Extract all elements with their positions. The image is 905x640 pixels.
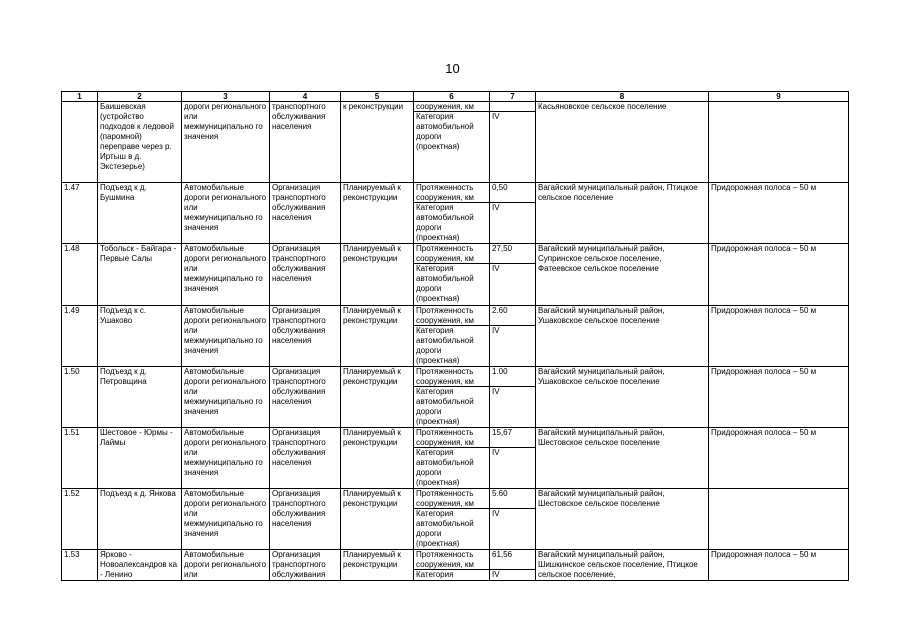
- object-purpose: Организация транспортного обслуживания населения: [270, 367, 341, 428]
- characteristic-value-upper: 5.60: [490, 489, 535, 509]
- table-row: [62, 102, 849, 183]
- table-row: [62, 183, 849, 244]
- object-zone: Придорожная полоса – 50 м: [709, 183, 849, 244]
- object-location: Касьяновское сельское поселение: [536, 102, 709, 183]
- object-type: дороги регионального или межмуниципально го значения: [182, 102, 270, 183]
- characteristic-value-lower: IV: [492, 112, 500, 121]
- characteristic-name: [414, 428, 490, 489]
- object-zone: Придорожная полоса – 50 м: [709, 550, 849, 581]
- object-status: Планируемый к реконструкции: [341, 550, 414, 581]
- object-status: Планируемый к реконструкции: [341, 244, 414, 306]
- column-header: 2: [98, 92, 182, 102]
- characteristic-value: [490, 183, 536, 244]
- characteristic-name-upper: сооружения, км: [414, 102, 489, 112]
- table-body: [62, 102, 849, 581]
- table-row: [62, 489, 849, 550]
- column-header: 8: [536, 92, 709, 102]
- object-type: Автомобильные дороги регионального или межмуниципально го значения: [182, 428, 270, 489]
- characteristic-name-lower: Категория автомобильной дороги (проектная): [416, 387, 474, 426]
- object-zone: [709, 489, 849, 550]
- row-number: 1.50: [62, 367, 98, 428]
- characteristic-value-upper: 0,50: [490, 183, 535, 203]
- object-zone: Придорожная полоса – 50 м: [709, 244, 849, 306]
- characteristic-name-lower: Категория автомобильной дороги (проектная): [416, 448, 474, 487]
- object-status: Планируемый к реконструкции: [341, 183, 414, 244]
- characteristic-value: [490, 102, 536, 183]
- characteristic-name: [414, 244, 490, 306]
- characteristic-value-lower: IV: [492, 448, 500, 457]
- row-number: 1.53: [62, 550, 98, 581]
- characteristic-value-lower: IV: [492, 387, 500, 396]
- object-purpose: Организация транспортного обслуживания: [270, 550, 341, 581]
- characteristic-value-upper: 2.60: [490, 306, 535, 326]
- column-header: 3: [182, 92, 270, 102]
- page-number: 10: [445, 61, 460, 76]
- characteristic-value-upper: 1.00: [490, 367, 535, 387]
- row-number: [62, 102, 98, 183]
- characteristic-name: [414, 367, 490, 428]
- row-number: 1.48: [62, 244, 98, 306]
- characteristic-name: [414, 550, 490, 581]
- object-type: Автомобильные дороги регионального или межмуниципально го значения: [182, 183, 270, 244]
- row-number: 1.51: [62, 428, 98, 489]
- header-row: [62, 92, 849, 102]
- object-zone: Придорожная полоса – 50 м: [709, 306, 849, 367]
- object-location: Вагайский муниципальный район, Птицкое сельское поселение: [536, 183, 709, 244]
- table-row: [62, 550, 849, 581]
- object-purpose: Организация транспортного обслуживания населения: [270, 428, 341, 489]
- characteristic-name: [414, 489, 490, 550]
- characteristic-name-upper: Протяженность сооружения, км: [414, 244, 489, 264]
- characteristic-value: [490, 489, 536, 550]
- column-header: 5: [341, 92, 414, 102]
- characteristic-name-lower: Категория автомобильной дороги (проектная): [416, 203, 474, 242]
- object-status: к реконструкции: [341, 102, 414, 183]
- object-name: Подъезд к д. Бушмина: [98, 183, 182, 244]
- characteristic-value-lower: IV: [492, 509, 500, 518]
- characteristic-value: [490, 550, 536, 581]
- object-type: Автомобильные дороги регионального или: [182, 550, 270, 581]
- object-name: Тобольск - Байгара - Первые Салы: [98, 244, 182, 306]
- characteristic-name: [414, 183, 490, 244]
- column-header: 7: [490, 92, 536, 102]
- characteristic-value: [490, 306, 536, 367]
- characteristic-value-upper: 15,67: [490, 428, 535, 448]
- object-name: Подъезд к д. Петровщина: [98, 367, 182, 428]
- characteristic-name-upper: Протяженность сооружения, км: [414, 550, 489, 570]
- object-type: Автомобильные дороги регионального или межмуниципально го значения: [182, 244, 270, 306]
- object-status: Планируемый к реконструкции: [341, 367, 414, 428]
- characteristic-name-upper: Протяженность сооружения, км: [414, 489, 489, 509]
- row-number: 1.52: [62, 489, 98, 550]
- characteristic-name: [414, 306, 490, 367]
- column-header: 9: [709, 92, 849, 102]
- characteristic-value-upper: [490, 102, 535, 112]
- characteristic-name-upper: Протяженность сооружения, км: [414, 306, 489, 326]
- column-header: 1: [62, 92, 98, 102]
- characteristic-value-upper: 61,56: [490, 550, 535, 570]
- characteristic-value-lower: IV: [492, 326, 500, 335]
- characteristic-value-lower: IV: [492, 203, 500, 212]
- characteristic-name-upper: Протяженность сооружения, км: [414, 183, 489, 203]
- column-header: 4: [270, 92, 341, 102]
- object-zone: Придорожная полоса – 50 м: [709, 367, 849, 428]
- table-row: [62, 367, 849, 428]
- table-row: [62, 428, 849, 489]
- object-zone: [709, 102, 849, 183]
- object-zone: Придорожная полоса – 50 м: [709, 428, 849, 489]
- object-name: Подъезд к д. Янкова: [98, 489, 182, 550]
- object-purpose: Организация транспортного обслуживания населения: [270, 183, 341, 244]
- characteristic-name-lower: Категория автомобильной дороги (проектная): [416, 112, 474, 151]
- row-number: 1.49: [62, 306, 98, 367]
- object-type: Автомобильные дороги регионального или межмуниципально го значения: [182, 489, 270, 550]
- object-purpose: транспортного обслуживания населения: [270, 102, 341, 183]
- object-name: Ярково - Новоалександров ка - Ленино: [98, 550, 182, 581]
- object-type: Автомобильные дороги регионального или межмуниципально го значения: [182, 306, 270, 367]
- object-name: Шестовое - Юрмы - Лаймы: [98, 428, 182, 489]
- characteristic-value: [490, 428, 536, 489]
- column-header: 6: [414, 92, 490, 102]
- object-location: Вагайский муниципальный район, Ушаковское сельское поселение: [536, 306, 709, 367]
- characteristic-value: [490, 367, 536, 428]
- characteristic-name-lower: Категория автомобильной дороги (проектная): [416, 264, 474, 303]
- characteristic-name-upper: Протяженность сооружения, км: [414, 367, 489, 387]
- object-status: Планируемый к реконструкции: [341, 306, 414, 367]
- object-purpose: Организация транспортного обслуживания населения: [270, 489, 341, 550]
- object-location: Вагайский муниципальный район, Супринское сельское поселение, Фатеевское сельское поселение: [536, 244, 709, 306]
- object-type: Автомобильные дороги регионального или межмуниципально го значения: [182, 367, 270, 428]
- characteristic-value: [490, 244, 536, 306]
- characteristic-name-lower: Категория: [416, 570, 454, 579]
- object-location: Вагайский муниципальный район, Шишкинское сельское поселение, Птицкое сельское поселение,: [536, 550, 709, 581]
- characteristic-value-lower: IV: [492, 570, 500, 579]
- object-name: Подъезд к с. Ушаково: [98, 306, 182, 367]
- object-location: Вагайский муниципальный район, Ушаковское сельское поселение: [536, 367, 709, 428]
- characteristic-name-lower: Категория автомобильной дороги (проектная): [416, 509, 474, 548]
- table-row: [62, 306, 849, 367]
- register-table: [61, 91, 849, 581]
- characteristic-value-upper: 27,50: [490, 244, 535, 264]
- characteristic-name: [414, 102, 490, 183]
- object-location: Вагайский муниципальный район, Шестовское сельское поселение: [536, 489, 709, 550]
- characteristic-name-lower: Категория автомобильной дороги (проектная): [416, 326, 474, 365]
- object-status: Планируемый к реконструкции: [341, 489, 414, 550]
- row-number: 1.47: [62, 183, 98, 244]
- table-row: [62, 244, 849, 306]
- characteristic-value-lower: IV: [492, 264, 500, 273]
- object-purpose: Организация транспортного обслуживания населения: [270, 306, 341, 367]
- characteristic-name-upper: Протяженность сооружения, км: [414, 428, 489, 448]
- object-name: Баишевская (устройство подходов к ледовой (паромной) переправе через р. Иртыш в д. Экстезерье): [98, 102, 182, 183]
- object-status: Планируемый к реконструкции: [341, 428, 414, 489]
- object-location: Вагайский муниципальный район, Шестовское сельское поселение: [536, 428, 709, 489]
- object-purpose: Организация транспортного обслуживания населения: [270, 244, 341, 306]
